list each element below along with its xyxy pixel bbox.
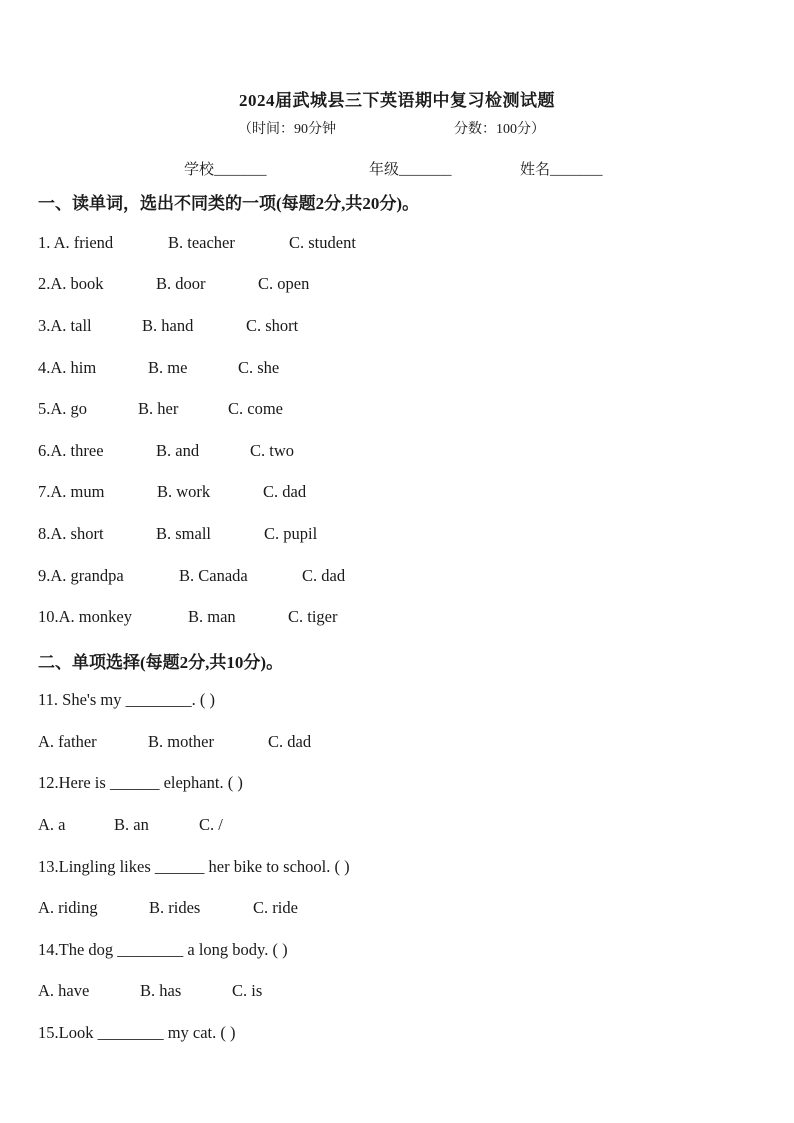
question-text: 12.Here is ______ elephant. ( )	[38, 773, 243, 792]
option-a: 8.A. short	[38, 524, 104, 543]
option-c: C. she	[238, 358, 280, 377]
school-field[interactable]: 学校_______	[184, 162, 267, 178]
option-b: B. work	[157, 482, 211, 501]
option-c: C. is	[232, 981, 263, 1000]
option-a: 7.A. mum	[38, 482, 105, 501]
option-c: C. student	[289, 233, 356, 252]
option-a: 5.A. go	[38, 399, 88, 418]
option-a: A. riding	[38, 898, 98, 917]
question-text: 14.The dog ________ a long body. ( )	[38, 940, 288, 959]
option-a: 6.A. three	[38, 441, 104, 460]
option-b: B. teacher	[168, 233, 235, 252]
option-c: C. two	[250, 441, 295, 460]
option-c: C. come	[228, 399, 283, 418]
option-a: A. have	[38, 981, 90, 1000]
option-a: 9.A. grandpa	[38, 566, 124, 585]
exam-score: 分数：100分）	[454, 122, 545, 137]
option-b: B. hand	[142, 316, 194, 335]
option-b: B. her	[138, 399, 179, 418]
option-b: B. has	[140, 981, 182, 1000]
exam-time: （时间：90分钟	[238, 122, 336, 137]
page-title: 2024届武城县三下英语期中复习检测试题	[239, 91, 555, 110]
option-b: B. and	[156, 441, 200, 460]
option-c: C. /	[199, 815, 223, 834]
option-c: C. dad	[263, 482, 307, 501]
section-1-heading: 一、读单词，选出不同类的一项(每题2分,共20分)。	[38, 194, 420, 213]
option-b: B. an	[114, 815, 149, 834]
option-c: C. ride	[253, 898, 298, 917]
option-a: 2.A. book	[38, 274, 104, 293]
option-a: 4.A. him	[38, 358, 97, 377]
option-b: B. mother	[148, 732, 214, 751]
option-b: B. door	[156, 274, 206, 293]
option-a: 3.A. tall	[38, 316, 92, 335]
option-c: C. open	[258, 274, 310, 293]
section-2-heading: 二、单项选择(每题2分,共10分)。	[38, 653, 284, 672]
option-a: A. a	[38, 815, 66, 834]
option-a: A. father	[38, 732, 97, 751]
option-b: B. man	[188, 607, 236, 626]
grade-field[interactable]: 年级_______	[369, 162, 452, 178]
option-c: C. dad	[268, 732, 312, 751]
option-c: C. pupil	[264, 524, 318, 543]
option-b: B. rides	[149, 898, 201, 917]
question-text: 11. She's my ________. ( )	[38, 690, 215, 709]
question-text: 15.Look ________ my cat. ( )	[38, 1023, 236, 1042]
option-a: 10.A. monkey	[38, 607, 132, 626]
option-b: B. me	[148, 358, 188, 377]
option-c: C. dad	[302, 566, 346, 585]
name-field[interactable]: 姓名_______	[520, 162, 603, 178]
question-text: 13.Lingling likes ______ her bike to school. ( )	[38, 857, 350, 876]
option-c: C. tiger	[288, 607, 338, 626]
option-a: 1. A. friend	[38, 233, 114, 252]
option-c: C. short	[246, 316, 299, 335]
option-b: B. small	[156, 524, 212, 543]
option-b: B. Canada	[179, 566, 248, 585]
